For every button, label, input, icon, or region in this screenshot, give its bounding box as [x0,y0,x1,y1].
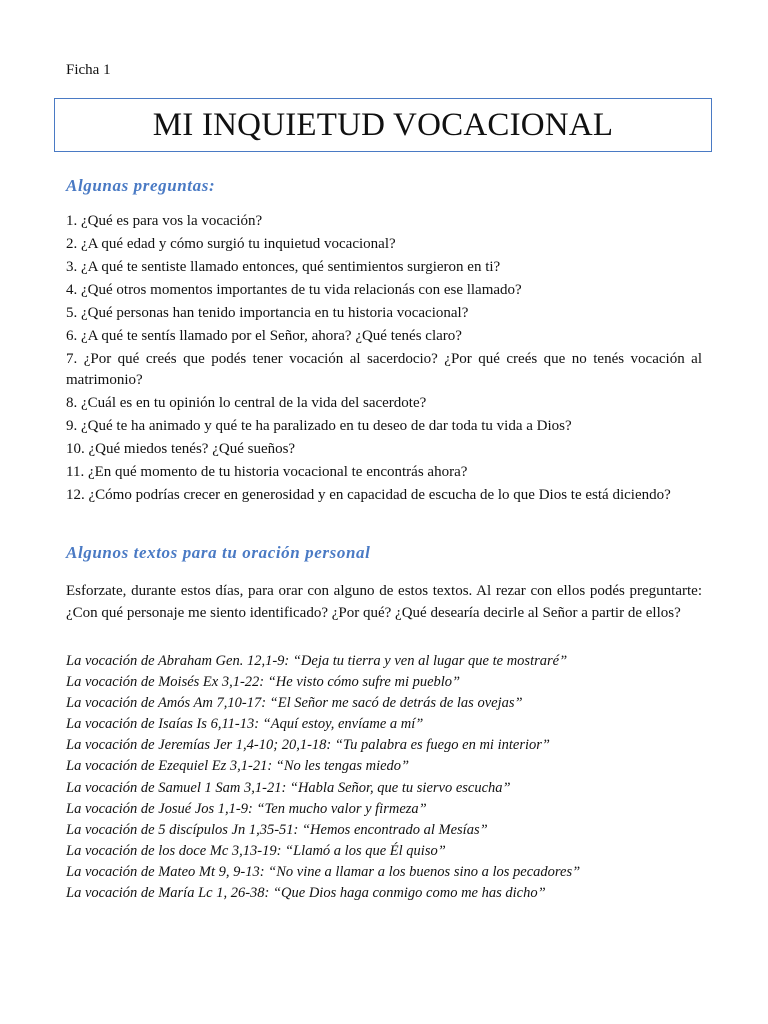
scripture-text-item: La vocación de Josué Jos 1,1-9: “Ten mucho valor y firmeza” [66,800,427,817]
question-item: 6. ¿A qué te sentís llamado por el Señor, ahora? ¿Qué tenés claro? [66,328,462,344]
title-box [54,98,712,152]
question-item: 8. ¿Cuál es en tu opinión lo central de la vida del sacerdote? [66,395,427,411]
scripture-text-item: La vocación de Mateo Mt 9, 9-13: “No vine a llamar a los buenos sino a los pecadores” [66,863,581,880]
intro-paragraph: Esforzate, durante estos días, para orar con alguno de estos textos. Al rezar con ellos podés preguntarte: ¿Con qué personaje me siento identificado? ¿Por qué? ¿Qué desearía decirle al Señor a partir de ellos? [66,583,702,621]
question-item: 12. ¿Cómo podrías crecer en generosidad y en capacidad de escucha de lo que Dios te está diciendo? [66,487,671,503]
question-item: 2. ¿A qué edad y cómo surgió tu inquietud vocacional? [66,236,396,252]
question-item: 10. ¿Qué miedos tenés? ¿Qué sueños? [66,441,296,457]
scripture-text-item: La vocación de Amós Am 7,10-17: “El Señor me sacó de detrás de las ovejas” [66,695,523,712]
scripture-text-item: La vocación de Samuel 1 Sam 3,1-21: “Habla Señor, que tu siervo escucha” [66,779,511,796]
scripture-text-item: La vocación de Jeremías Jer 1,4-10; 20,1-18: “Tu palabra es fuego en mi interior” [66,737,550,754]
section-heading-questions: Algunas preguntas: [66,176,216,195]
questions-list [66,211,702,508]
scripture-text-item: La vocación de los doce Mc 3,13-19: “Llamó a los que Él quiso” [66,842,446,859]
question-item: 3. ¿A qué te sentiste llamado entonces, qué sentimientos surgieron en ti? [66,259,501,275]
question-item: 4. ¿Qué otros momentos importantes de tu vida relacionás con ese llamado? [66,282,522,298]
scripture-text-item: La vocación de Abraham Gen. 12,1-9: “Deja tu tierra y ven al lugar que te mostraré” [66,653,568,669]
scripture-text-item: La vocación de Ezequiel Ez 3,1-21: “No les tengas miedo” [66,758,410,775]
question-item: 9. ¿Qué te ha animado y qué te ha paralizado en tu deseo de dar toda tu vida a Dios? [66,418,572,434]
question-item: 1. ¿Qué es para vos la vocación? [66,213,263,229]
scripture-text-item: La vocación de 5 discípulos Jn 1,35-51: “Hemos encontrado al Mesías” [66,821,488,838]
texts-list [66,651,706,904]
ficha-label: Ficha 1 [66,62,111,78]
scripture-text-item: La vocación de Moisés Ex 3,1-22: “He visto cómo sufre mi pueblo” [66,674,461,691]
question-item: 5. ¿Qué personas han tenido importancia en tu historia vocacional? [66,305,469,321]
scripture-text-item: La vocación de María Lc 1, 26-38: “Que Dios haga conmigo como me has dicho” [66,885,546,902]
scripture-text-item: La vocación de Isaías Is 6,11-13: “Aquí estoy, envíame a mí” [66,716,424,733]
question-item: 7. ¿Por qué creés que podés tener vocación al sacerdocio? ¿Por qué creés que no tenés vocación al matrimonio? [66,351,702,388]
question-item: 11. ¿En qué momento de tu historia vocacional te encontrás ahora? [66,464,468,480]
section-heading-texts: Algunos textos para tu oración personal [66,543,371,562]
page-title: MI INQUIETUD VOCACIONAL [152,106,614,143]
